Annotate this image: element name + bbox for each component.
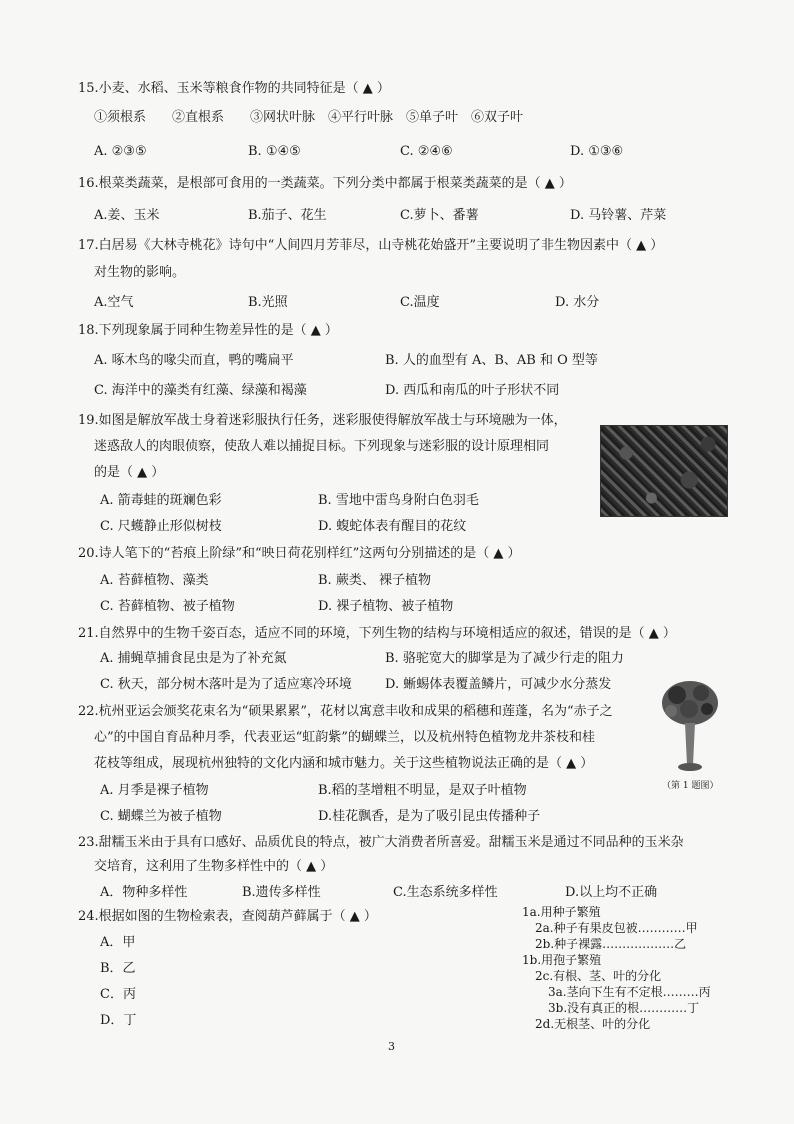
q23-stem-line2: 交培育，这利用了生物多样性中的（ ▲ ） bbox=[94, 859, 334, 874]
key-line: 2a.种子有果皮包被…………甲 bbox=[535, 921, 698, 935]
q22-stem-line1: 22.杭州亚运会颁奖花束名为“硕果累累”，花材以寓意丰收和成果的稻穗和莲蓬，名为“赤子之 bbox=[78, 704, 613, 719]
q19-option-b: B. 雪地中雷鸟身附白色羽毛 bbox=[318, 493, 479, 508]
q23-option-b: B.遗传多样性 bbox=[242, 885, 321, 900]
q20-option-d: D. 裸子植物、被子植物 bbox=[318, 599, 454, 614]
key-line: 1b.用孢子繁殖 bbox=[522, 953, 602, 967]
q22-option-c: C. 蝴蝶兰为被子植物 bbox=[100, 809, 222, 824]
q18-option-d: D. 西瓜和南瓜的叶子形状不同 bbox=[385, 383, 560, 398]
figure-caption: （第 1 题图） bbox=[662, 781, 719, 791]
q20-option-a: A. 苔藓植物、藻类 bbox=[100, 573, 209, 588]
q15-option-c: C. ②④⑥ bbox=[400, 144, 453, 159]
q18-option-c: C. 海洋中的藻类有红藻、绿藻和褐藻 bbox=[94, 383, 307, 398]
q16-option-c: C.萝卜、番薯 bbox=[400, 208, 479, 223]
q17-option-b: B.光照 bbox=[248, 295, 288, 310]
flower-bouquet-image bbox=[655, 675, 725, 785]
q15-option-a: A. ②③⑤ bbox=[94, 144, 147, 159]
q18-stem: 18.下列现象属于同种生物差异性的是（ ▲ ） bbox=[78, 323, 338, 338]
q17-stem-line1: 17.白居易《大林寺桃花》诗句中“人间四月芳菲尽，山寺桃花始盛开”主要说明了非生物因素中（ ▲ ） bbox=[78, 238, 664, 253]
q16-option-b: B.茄子、花生 bbox=[248, 208, 327, 223]
q20-stem: 20.诗人笔下的“苔痕上阶绿”和“映日荷花别样红”这两句分别描述的是（ ▲ ） bbox=[78, 546, 521, 561]
key-line: 2d.无根茎、叶的分化 bbox=[535, 1017, 651, 1031]
q22-option-a: A. 月季是裸子植物 bbox=[100, 783, 209, 798]
q22-option-b: B.稻的茎增粗不明显，是双子叶植物 bbox=[318, 783, 527, 798]
q24-option-a: A．甲 bbox=[100, 935, 136, 950]
page-number: 3 bbox=[388, 1040, 395, 1053]
q16-option-d: D. 马铃薯、芹菜 bbox=[570, 208, 667, 223]
key-line: 3b.没有真正的根…………丁 bbox=[548, 1001, 700, 1015]
key-line: 2c.有根、茎、叶的分化 bbox=[535, 969, 662, 983]
q19-stem-line2: 迷惑敌人的肉眼侦察，使敌人难以捕捉目标。下列现象与迷彩服的设计原理相同 bbox=[94, 439, 550, 454]
q18-option-b: B. 人的血型有 A、B、AB 和 O 型等 bbox=[385, 353, 598, 368]
q18-option-a: A. 啄木鸟的喙尖而直，鸭的嘴扁平 bbox=[94, 353, 294, 368]
key-line: 1a.用种子繁殖 bbox=[522, 905, 601, 919]
q24-option-c: C．丙 bbox=[100, 987, 136, 1002]
q23-option-a: A．物种多样性 bbox=[100, 885, 188, 900]
q22-stem-line2: 心”的中国自育品种月季，代表亚运“虹韵紫”的蝴蝶兰，以及杭州特色植物龙井茶枝和桂 bbox=[94, 730, 595, 745]
q15-stem: 15.小麦、水稻、玉米等粮食作物的共同特征是（ ▲ ） bbox=[78, 81, 390, 96]
key-line: 2b.种子裸露………………乙 bbox=[535, 937, 687, 951]
q20-option-c: C. 苔藓植物、被子植物 bbox=[100, 599, 235, 614]
q23-option-c: C.生态系统多样性 bbox=[393, 885, 498, 900]
q21-option-d: D. 蜥蜴体表覆盖鳞片，可减少水分蒸发 bbox=[385, 677, 612, 692]
q24-option-b: B．乙 bbox=[100, 961, 136, 976]
q19-stem-line3: 的是（ ▲ ） bbox=[94, 465, 165, 480]
camouflage-photo bbox=[600, 425, 728, 517]
q15-option-d: D. ①③⑥ bbox=[570, 144, 624, 159]
q17-option-a: A.空气 bbox=[94, 295, 134, 310]
q17-option-d: D. 水分 bbox=[555, 295, 600, 310]
q15-option-b: B. ①④⑤ bbox=[248, 144, 301, 159]
q19-option-c: C. 尺蠖静止形似树枝 bbox=[100, 519, 222, 534]
q23-stem-line1: 23.甜糯玉米由于具有口感好、品质优良的特点，被广大消费者所喜爱。甜糯玉米是通过不同品种的玉米杂 bbox=[78, 835, 684, 850]
q24-option-d: D．丁 bbox=[100, 1013, 137, 1028]
q15-items: ①须根系 ②直根系 ③网状叶脉 ④平行叶脉 ⑤单子叶 ⑥双子叶 bbox=[94, 110, 524, 125]
q24-stem: 24.根据如图的生物检索表，查阅葫芦藓属于（ ▲ ） bbox=[78, 909, 377, 924]
q22-stem-line3: 花枝等组成，展现杭州独特的文化内涵和城市魅力。关于这些植物说法正确的是（ ▲ ） bbox=[94, 756, 594, 771]
q17-stem-line2: 对生物的影响。 bbox=[94, 265, 186, 280]
q20-option-b: B. 蕨类、 裸子植物 bbox=[318, 573, 431, 588]
q21-option-b: B. 骆驼宽大的脚掌是为了减少行走的阻力 bbox=[385, 651, 624, 666]
q21-stem: 21.自然界中的生物千姿百态，适应不同的环境，下列生物的结构与环境相适应的叙述，错误的是（ ▲ ） bbox=[78, 626, 676, 641]
q19-option-a: A. 箭毒蛙的斑斓色彩 bbox=[100, 493, 222, 508]
q23-option-d: D.以上均不正确 bbox=[565, 885, 658, 900]
key-line: 3a.茎向下生有不定根………丙 bbox=[548, 985, 711, 999]
q19-option-d: D. 蝮蛇体表有醒目的花纹 bbox=[318, 519, 467, 534]
q19-stem-line1: 19.如图是解放军战士身着迷彩服执行任务，迷彩服使得解放军战士与环境融为一体， bbox=[78, 413, 567, 428]
q16-option-a: A.姜、玉米 bbox=[94, 208, 160, 223]
q21-option-a: A. 捕蝇草捕食昆虫是为了补充氮 bbox=[100, 651, 287, 666]
q17-option-c: C.温度 bbox=[400, 295, 440, 310]
q16-stem: 16.根菜类蔬菜，是根部可食用的一类蔬菜。下列分类中都属于根菜类蔬菜的是（ ▲ ） bbox=[78, 176, 572, 191]
q21-option-c: C. 秋天，部分树木落叶是为了适应寒冷环境 bbox=[100, 677, 352, 692]
q22-option-d: D.桂花飘香，是为了吸引昆虫传播种子 bbox=[318, 809, 541, 824]
